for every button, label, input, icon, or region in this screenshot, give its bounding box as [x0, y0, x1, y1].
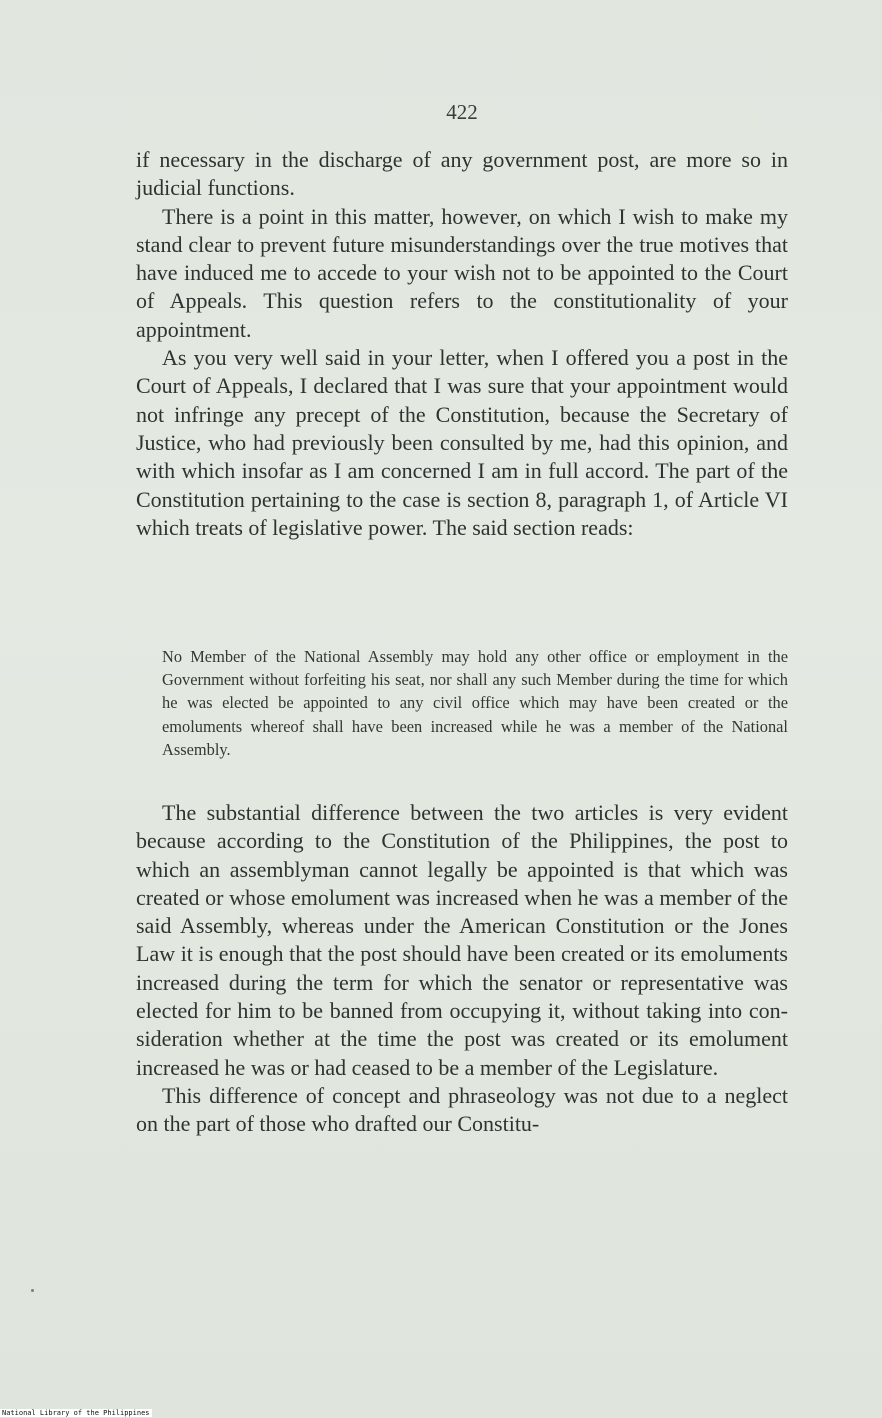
text-block-top — [136, 146, 788, 542]
paragraph-constitution: As you very well said in your letter, when I offered you a post in the Court of Appeals, I declared that I was sure that your appointment would not infringe any precept of the Constitution, because the Secretary of Justice, who had previously been consulted by me, had this opinion, and with which insofar as I am concerned I am in full accord. The part of the Constitution pertaining to the case is section 8, paragraph 1, of Article VI which treats of legislative power. The said section reads: — [136, 345, 788, 540]
paragraph-concept: This difference of concept and phraseology was not due to a neglect on the part of those who drafted our Constitu- — [136, 1082, 788, 1137]
text-block-bottom — [136, 799, 788, 1139]
paragraph-stand: There is a point in this matter, however, on which I wish to make my stand clear to prevent future misunderstandings over the true motives that have induced me to accede to your wish not to be appointed to the Court of Appeals. This question refers to the constitutionality of your appointment. — [136, 203, 788, 342]
paragraph-continuation: if necessary in the discharge of any government post, are more so in judicial functions. — [136, 147, 788, 201]
block-quotation: No Member of the National Assembly may hold any other office or employment in the Government without forfeiting his seat, nor shall any such Member during the time for which he was elected be appointed to any civil office which may have been created or the emoluments whereof shall have been increased while he was a member of the National Assembly. — [162, 647, 788, 759]
page-number: 422 — [446, 100, 478, 124]
library-credit: National Library of the Philippines — [2, 1409, 150, 1417]
paper-speck — [31, 1289, 34, 1292]
paragraph-difference: The substantial difference between the two articles is very evident because according to the Constitution of the Philippines, the post to which an assemblyman cannot legally be appointed is that which was created or whose emolument was increased when he was a member of the said Assembly, whereas under the American Constitution or the Jones Law it is enough that the post should have been created or its emoluments increased during the term for which the senator or representative was elected for him to be banned from occupying it, without taking into consideration whether at the time the post was created or its emolument increased he was or had ceased to be a member of the Legislature. — [136, 800, 788, 1080]
